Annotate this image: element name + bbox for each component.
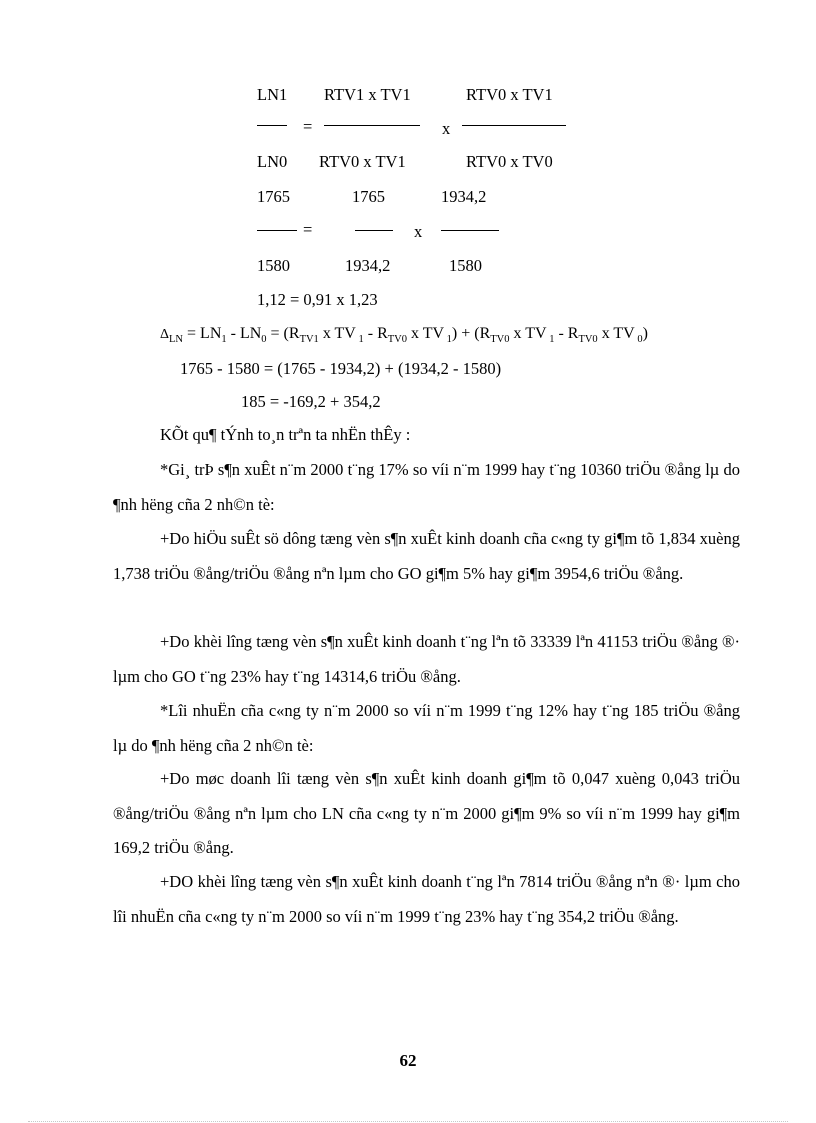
delta-sub: 0 — [634, 334, 643, 345]
f1-times: x — [442, 119, 451, 138]
delta-formula — [160, 324, 648, 350]
delta-term: ) + (R — [451, 325, 491, 342]
delta-sub: 1 — [546, 334, 555, 345]
paragraph-profit-capital: +DO khèi lîng tæng vèn s¶n xuÊt kinh doanh t¨ng lªn 7814 triÖu ®ång nªn ®· lµm cho lîi nhuËn cña c«ng ty n¨m 2000 so víi n¨m 1999 t¨ng 23% hay t¨ng 354,2 triÖu ®ång. — [113, 872, 740, 926]
f2-denominator-left: 1580 — [257, 256, 290, 275]
paragraph-go-summary: *Gi¸ trÞ s¶n xuÊt n¨m 2000 t¨ng 17% so víi n¨m 1999 hay t¨ng 10360 triÖu ®ång lµ do ¶nh hëng cña 2 nh©n tè: — [113, 460, 740, 514]
f2-denominator-right: 1580 — [449, 256, 482, 275]
paragraph-profit-rate: +Do møc doanh lîi tæng vèn s¶n xuÊt kinh doanh gi¶m tõ 0,047 xuèng 0,043 triÖu ®ång/triÖu ®ång nªn lµm cho LN cña c«ng ty n¨m 2000 gi¶m 9% so víi n¨m 1999 hay gi¶m 169,2 triÖu ®ång. — [113, 769, 740, 857]
delta-sub: TV1 — [299, 334, 319, 345]
delta-term: - R — [363, 325, 388, 342]
f1-fraction-bar-right — [462, 125, 566, 126]
paragraph-intro: KÕt qu¶ tÝnh to¸n trªn ta nhËn thÊy : — [160, 425, 411, 444]
delta-sub: 1 — [444, 334, 452, 345]
paragraph-profit-summary: *Lîi nhuËn cña c«ng ty n¨m 2000 so víi n¨m 1999 t¨ng 12% hay t¨ng 185 triÖu ®ång lµ do ¶nh hëng cña 2 nh©n tè: — [113, 701, 740, 755]
delta-term: x TV — [406, 325, 445, 342]
delta-symbol: Δ — [160, 327, 170, 342]
f2-denominator-middle: 1934,2 — [345, 256, 391, 275]
f2-numerator-middle: 1765 — [352, 187, 385, 206]
delta-term: x TV — [509, 325, 547, 342]
f2-numerator-right: 1934,2 — [441, 187, 487, 206]
f2-equals: = — [303, 220, 313, 239]
paragraph-go-efficiency: +Do hiÖu suÊt sö dông tæng vèn s¶n xuÊt kinh doanh cña c«ng ty gi¶m tõ 1,834 xuèng 1,738 triÖu ®ång/triÖu ®ång nªn lµm cho GO gi¶m 5% hay gi¶m 3954,6 triÖu ®ång. — [113, 529, 740, 583]
f2-fraction-bar-middle — [355, 230, 393, 231]
f1-denominator-right: RTV0 x TV0 — [466, 152, 553, 171]
delta-term: = (R — [266, 325, 300, 342]
f1-fraction-bar-middle — [324, 125, 420, 126]
delta-term: - R — [554, 325, 579, 342]
delta-term: ) — [642, 325, 648, 342]
delta-sub: 0 — [261, 334, 267, 345]
delta-term: = LN — [183, 325, 222, 342]
f1-denominator-left: LN0 — [257, 152, 288, 171]
calculation-line-1: 1765 - 1580 = (1765 - 1934,2) + (1934,2 - 1580) — [180, 359, 502, 378]
delta-sub: TV0 — [490, 334, 510, 345]
f2-fraction-bar-right — [441, 230, 499, 231]
delta-term: x TV — [597, 325, 635, 342]
delta-term: x TV — [318, 325, 356, 342]
f2-numerator-left: 1765 — [257, 187, 290, 206]
f1-denominator-middle: RTV0 x TV1 — [319, 152, 406, 171]
f1-numerator-middle: RTV1 x TV1 — [324, 85, 411, 104]
delta-sub-ln: LN — [169, 334, 184, 345]
delta-sub: TV0 — [578, 334, 598, 345]
f2-times: x — [414, 222, 423, 241]
paragraph-go-capital: +Do khèi lîng tæng vèn s¶n xuÊt kinh doanh t¨ng lªn tõ 33339 lªn 41153 triÖu ®ång ®· lµm cho GO t¨ng 23% hay t¨ng 14314,6 triÖu ®ång. — [113, 632, 740, 686]
delta-term: - LN — [226, 325, 262, 342]
f1-fraction-bar-left — [257, 125, 287, 126]
f1-numerator-left: LN1 — [257, 85, 288, 104]
ratio-result-line: 1,12 = 0,91 x 1,23 — [257, 290, 378, 309]
page-number: 62 — [399, 1051, 417, 1070]
f1-numerator-right: RTV0 x TV1 — [466, 85, 553, 104]
delta-sub: TV0 — [387, 334, 407, 345]
delta-sub: 1 — [221, 334, 227, 345]
calculation-line-2: 185 = -169,2 + 354,2 — [241, 392, 381, 411]
f1-equals: = — [303, 117, 313, 136]
delta-sub: 1 — [355, 334, 364, 345]
f2-fraction-bar-left — [257, 230, 297, 231]
bottom-divider — [28, 1121, 788, 1122]
